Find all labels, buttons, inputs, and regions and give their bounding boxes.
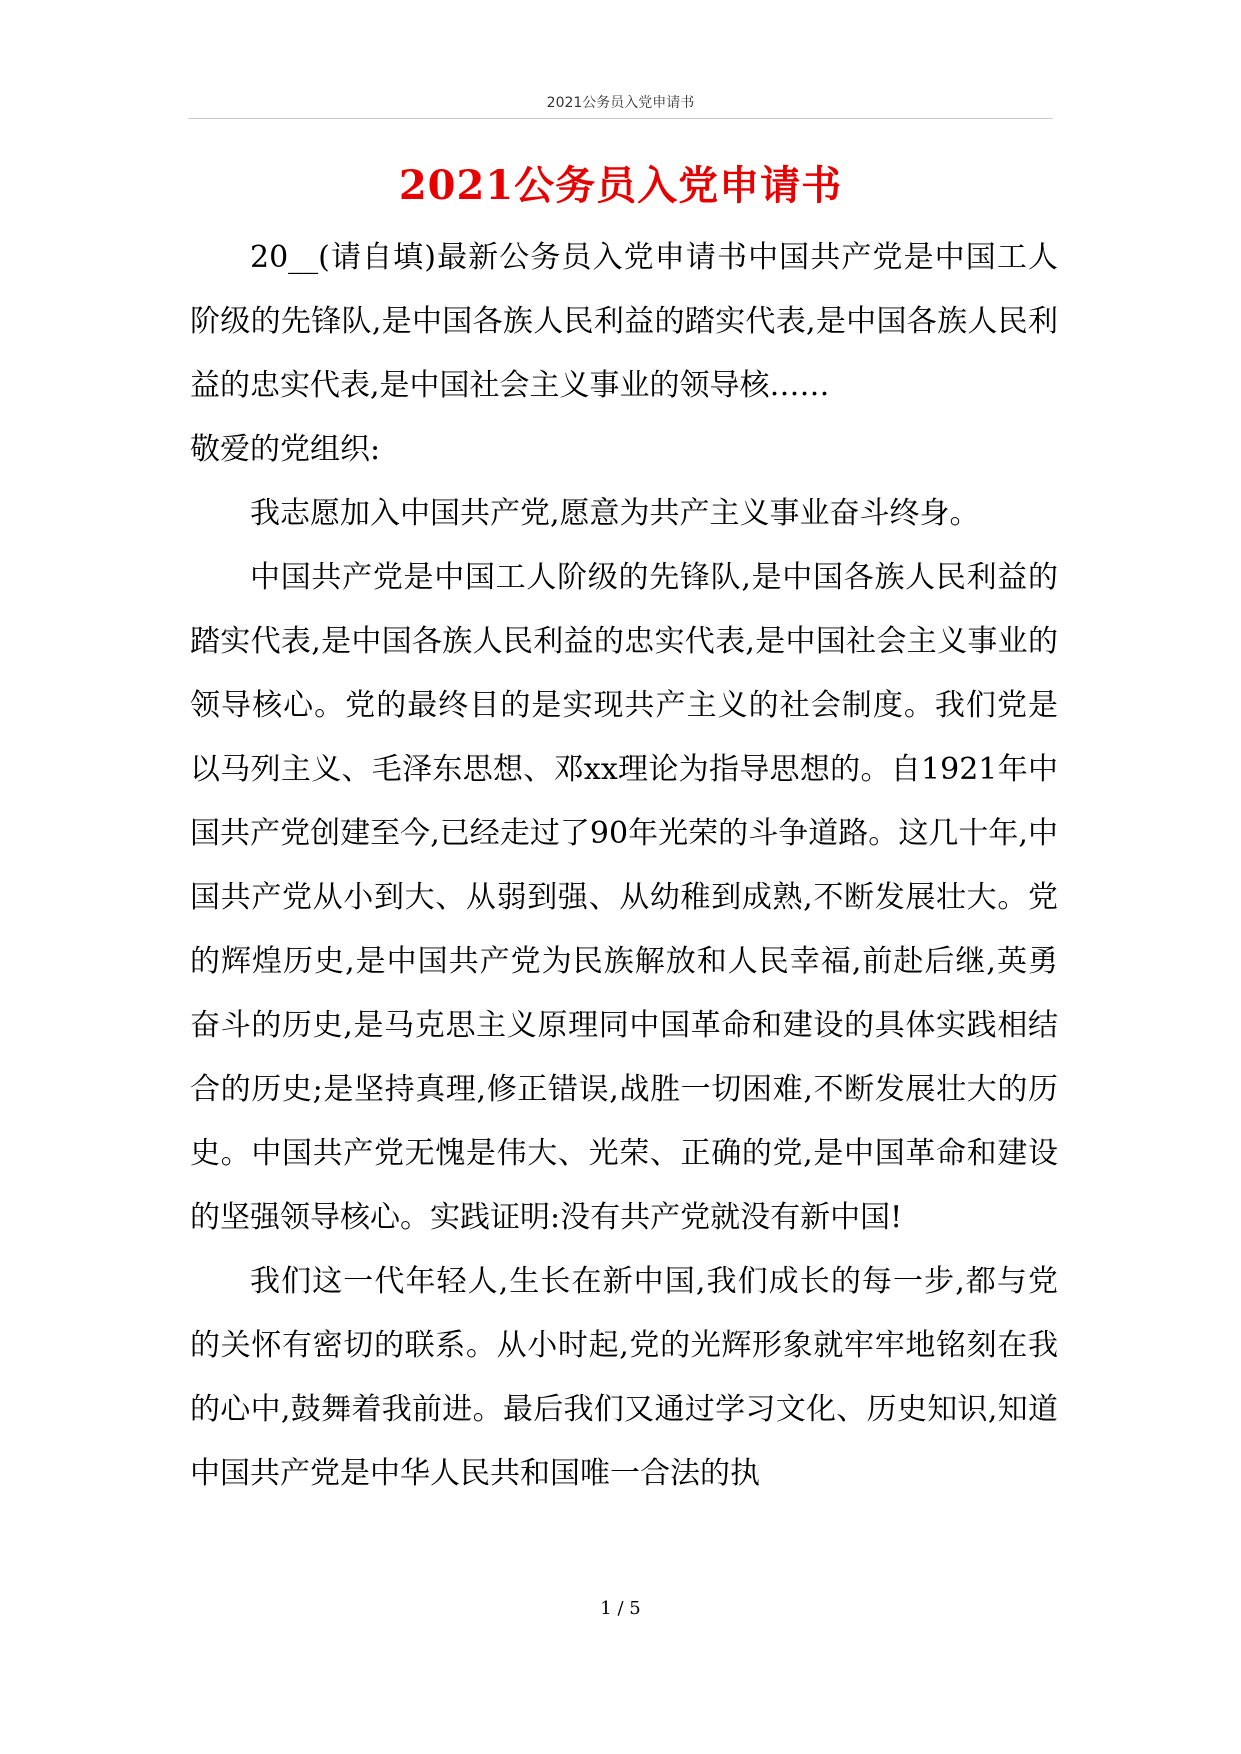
paragraph-intro: 20__(请自填)最新公务员入党申请书中国共产党是中国工人阶级的先锋队,是中国各族人民利益的踏实代表,是中国各族人民利益的忠实代表,是中国社会主义事业的领导核…… — [190, 240, 1058, 403]
paragraph-salutation: 敬爱的党组织: — [190, 432, 381, 467]
header-divider — [188, 118, 1053, 119]
document-title: 2021公务员入党申请书 — [398, 162, 843, 209]
page-number: 1 / 5 — [600, 1598, 641, 1619]
paragraph-generation: 我们这一代年轻人,生长在新中国,我们成长的每一步,都与党的关怀有密切的联系。从小时起,党的光辉形象就牢牢地铭刻在我的心中,鼓舞着我前进。最后我们又通过学习文化、历史知识,知道中国共产党是中华人民共和国唯一合法的执 — [190, 1264, 1058, 1491]
document-body — [190, 226, 1058, 1506]
paragraph-pledge: 我志愿加入中国共产党,愿意为共产主义事业奋斗终身。 — [250, 496, 980, 531]
paragraph-party-history: 中国共产党是中国工人阶级的先锋队,是中国各族人民利益的踏实代表,是中国各族人民利益的忠实代表,是中国社会主义事业的领导核心。党的最终目的是实现共产主义的社会制度。我们党是以马列主义、毛泽东思想、邓xx理论为指导思想的。自1921年中国共产党创建至今,已经走过了90年光荣的斗争道路。这几十年,中国共产党从小到大、从弱到强、从幼稚到成熟,不断发展壮大。党的辉煌历史,是中国共产党为民族解放和人民幸福,前赴后继,英勇奋斗的历史,是马克思主义原理同中国革命和建设的具体实践相结合的历史;是坚持真理,修正错误,战胜一切困难,不断发展壮大的历史。中国共产党无愧是伟大、光荣、正确的党,是中国革命和建设的坚强领导核心。实践证明:没有共产党就没有新中国! — [190, 560, 1058, 1235]
running-header: 2021公务员入党申请书 — [546, 95, 695, 111]
